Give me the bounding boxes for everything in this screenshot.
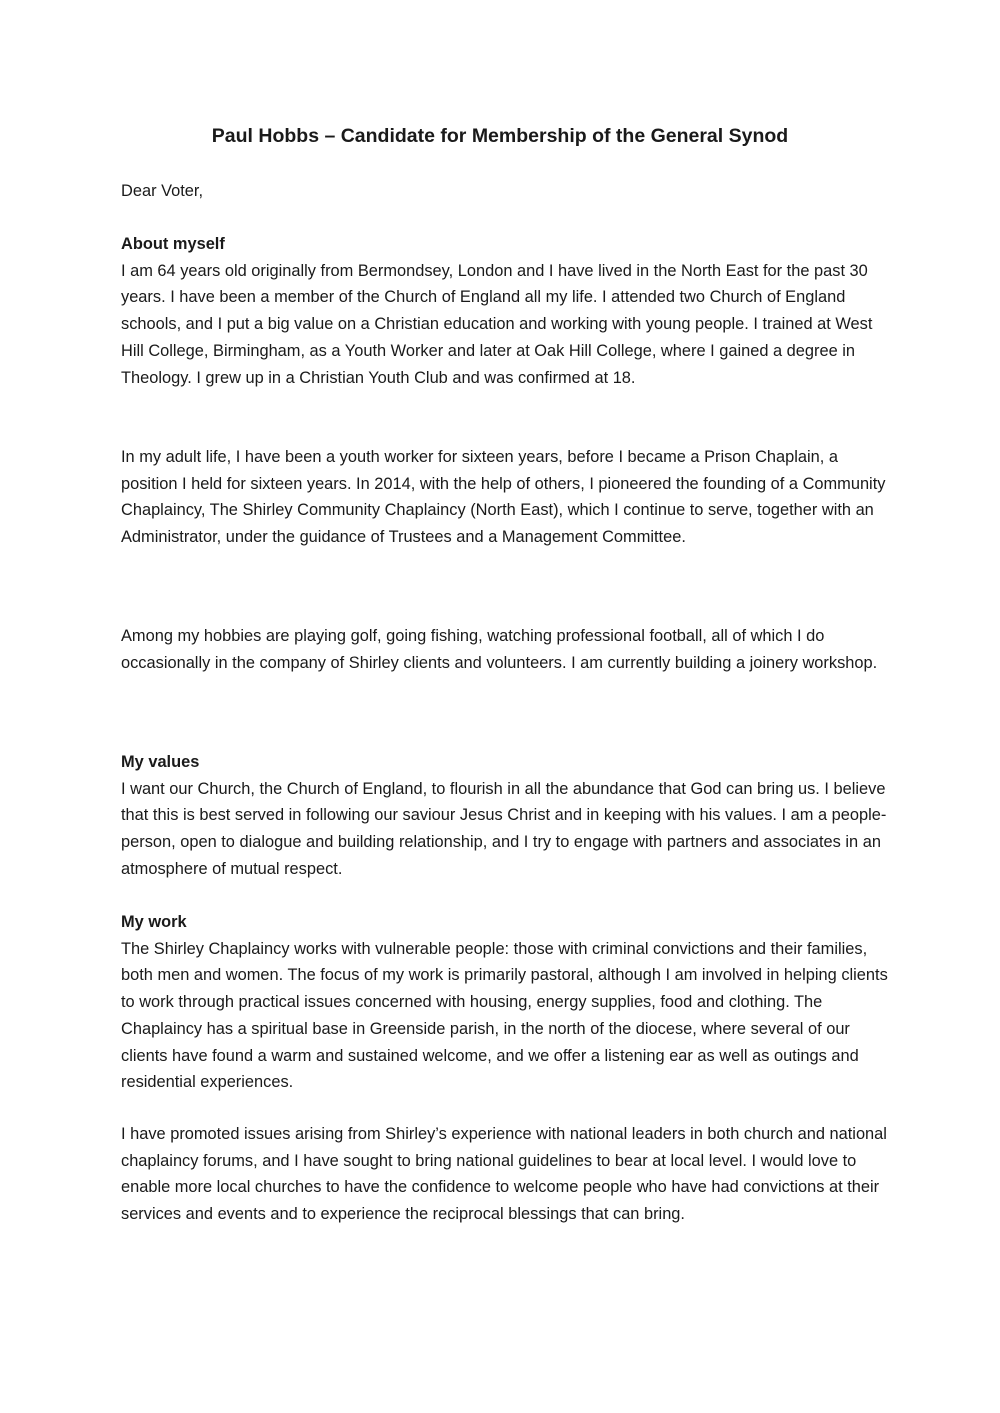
values-heading: My values xyxy=(121,753,200,771)
values-paragraph-1: I want our Church, the Church of England, to flourish in all the abundance that God can bring us. I believe that this is best served in following our saviour Jesus Christ and in keeping with his values. I am a people-person, open to dialogue and building relationship, and I try to engage with partners and associates in an atmosphere of mutual respect. xyxy=(121,779,887,878)
about-section xyxy=(121,231,891,391)
about-paragraph-3: Among my hobbies are playing golf, going fishing, watching professional football, all of which I do occasionally in the company of Shirley clients and volunteers. I am currently building a joinery workshop. xyxy=(121,627,878,672)
about-paragraph-1: I am 64 years old originally from Bermondsey, London and I have lived in the North East for the past 30 years. I have been a member of the Church of England all my life. I attended two Church of England schools, and I put a big value on a Christian education and working with young people. I trained at West Hill College, Birmingham, as a Youth Worker and later at Oak Hill College, where I gained a degree in Theology. I grew up in a Christian Youth Club and was confirmed at 18. xyxy=(121,261,873,387)
work-paragraph-1: The Shirley Chaplaincy works with vulnerable people: those with criminal convictions and their families, both men and women. The focus of my work is primarily pastoral, although I am involved in helping clients to work through practical issues concerned with housing, energy supplies, food and clothing. The Chaplaincy has a spiritual base in Greenside parish, in the north of the diocese, where several of our clients have found a warm and sustained welcome, and we offer a listening ear as well as outings and residential experiences. xyxy=(121,939,888,1092)
work-heading: My work xyxy=(121,913,187,931)
about-heading: About myself xyxy=(121,235,225,253)
work-section xyxy=(121,909,891,1096)
values-section xyxy=(121,749,891,883)
work-paragraph-2: I have promoted issues arising from Shirley’s experience with national leaders in both church and national chaplaincy forums, and I have sought to bring national guidelines to bear at local level. I would love to enable more local churches to have the confidence to welcome people who have had convictions at their services and events and to experience the reciprocal blessings that can bring. xyxy=(121,1125,887,1224)
document-title: Paul Hobbs – Candidate for Membership of the General Synod xyxy=(211,125,789,147)
about-paragraph-2: In my adult life, I have been a youth worker for sixteen years, before I became a Prison Chaplain, a position I held for sixteen years. In 2014, with the help of others, I pioneered the founding of a Community Chaplaincy, The Shirley Community Chaplaincy (North East), which I continue to serve, together with an Administrator, under the guidance of Trustees and a Management Committee. xyxy=(121,448,886,547)
salutation: Dear Voter, xyxy=(121,182,204,200)
